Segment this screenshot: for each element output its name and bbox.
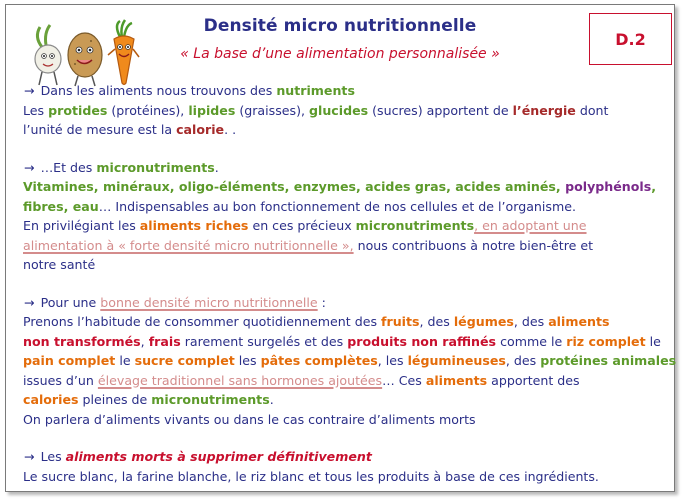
text: dont bbox=[575, 102, 609, 118]
text: On parlera d’aliments vivants ou dans le cas contraire d’aliments morts bbox=[23, 411, 476, 427]
highlight-red: calorie bbox=[176, 122, 225, 137]
highlight-green: protéines animales bbox=[540, 353, 677, 368]
highlight-orange: fruits bbox=[381, 314, 420, 329]
text: , bbox=[140, 333, 149, 349]
text: (graisses), bbox=[235, 102, 309, 118]
highlight-red: l’énergie bbox=[512, 102, 576, 118]
text: notre santé bbox=[23, 257, 96, 272]
text: …Et des bbox=[40, 159, 97, 175]
text: … Indispensables au bon fonctionnement de nos cellules et de l’organisme. bbox=[98, 198, 576, 214]
s2-line-3 bbox=[23, 197, 663, 217]
s3-line-3 bbox=[23, 332, 663, 352]
text: Le sucre blanc, la farine blanche, le riz blanc et tous les produits à base de ces ingrédients. bbox=[23, 468, 599, 484]
text: . bbox=[214, 159, 219, 175]
highlight-orange: pâtes complètes bbox=[260, 353, 378, 368]
text: . bbox=[269, 392, 274, 407]
highlight-green: protides bbox=[48, 102, 108, 118]
highlight-red-italic: aliments morts à supprimer définitivement bbox=[65, 449, 372, 464]
text: Prenons l’habitude de consommer quotidiennement des bbox=[23, 314, 382, 329]
s1-line-3 bbox=[23, 120, 663, 140]
text: Ces bbox=[394, 372, 426, 388]
s3-line-2 bbox=[23, 312, 663, 332]
s3-line-7 bbox=[23, 410, 663, 430]
arrow-icon: → bbox=[24, 449, 35, 464]
s4-line-1 bbox=[23, 447, 663, 467]
highlight-green: nutriments bbox=[276, 83, 355, 98]
s3-line-6 bbox=[23, 390, 663, 410]
highlight-green: fibres, eau bbox=[23, 198, 99, 214]
text: (sucres) apportent de bbox=[368, 102, 513, 118]
s4-line-2 bbox=[23, 467, 663, 487]
text: , des bbox=[513, 314, 549, 329]
s1-line-1 bbox=[23, 81, 663, 101]
text: en ces précieux bbox=[248, 218, 356, 233]
highlight-green: , bbox=[651, 179, 657, 194]
text: issues d’un bbox=[23, 372, 98, 388]
highlight-orange: légumes bbox=[453, 314, 514, 329]
text: (protéines), bbox=[107, 102, 189, 118]
text: comme le bbox=[496, 333, 567, 349]
highlight-green: lipides bbox=[188, 102, 236, 118]
s3-line-1 bbox=[23, 293, 663, 313]
s2-line-5 bbox=[23, 236, 663, 256]
s3-line-4 bbox=[23, 351, 677, 371]
highlight-orange: calories bbox=[23, 392, 79, 407]
highlight-orange: légumineuses bbox=[407, 353, 506, 368]
text: Les bbox=[40, 449, 66, 464]
text: , des bbox=[419, 314, 454, 329]
text: rarement surgelés et des bbox=[180, 333, 348, 349]
text: Pour une bbox=[40, 294, 101, 310]
text: : bbox=[317, 294, 326, 310]
page-subtitle: « La base d’une alimentation personnalisée » bbox=[180, 46, 500, 62]
s3-line-5 bbox=[23, 371, 663, 391]
text: , des bbox=[505, 353, 541, 368]
highlight-orange: sucre complet bbox=[134, 353, 235, 368]
highlight-orange: pain complet bbox=[23, 353, 116, 368]
text: Les bbox=[23, 102, 49, 118]
text: . . bbox=[224, 122, 237, 137]
underlined-phrase: élevage traditionnel sans hormones ajoutées bbox=[97, 372, 383, 388]
arrow-icon: → bbox=[24, 83, 35, 98]
underlined-phrase: bonne densité micro nutritionnelle bbox=[100, 294, 318, 310]
underlined-phrase: alimentation à « forte densité micro nutritionnelle », bbox=[23, 237, 354, 253]
text: le bbox=[645, 333, 661, 349]
highlight-orange: riz complet bbox=[566, 333, 646, 349]
text: … bbox=[382, 372, 395, 388]
s2-line-4 bbox=[23, 216, 663, 236]
text: les bbox=[234, 353, 261, 368]
document-body bbox=[23, 81, 677, 486]
highlight-green: glucides bbox=[309, 102, 369, 118]
text: nous contribuons à notre bien-être et bbox=[353, 237, 594, 253]
highlight-orange: aliments bbox=[425, 372, 488, 388]
underlined-phrase: , en adoptant une bbox=[474, 218, 587, 233]
highlight-green: micronutriments bbox=[355, 218, 475, 233]
page-title: Densité micro nutritionnelle bbox=[203, 16, 477, 36]
text: apportent des bbox=[487, 372, 580, 388]
highlight-purple: polyphénols bbox=[565, 179, 652, 194]
highlight-red: produits non raffinés bbox=[347, 333, 497, 349]
document-frame bbox=[5, 4, 675, 492]
s2-line-1 bbox=[23, 158, 663, 178]
text: le bbox=[115, 353, 135, 368]
section-badge: D.2 bbox=[589, 13, 672, 65]
highlight-green: micronutriments bbox=[96, 159, 215, 175]
text: pleines de bbox=[78, 392, 152, 407]
text: , les bbox=[377, 353, 408, 368]
highlight-red: frais bbox=[148, 333, 181, 349]
highlight-orange: aliments bbox=[548, 314, 610, 329]
text: l’unité de mesure est la bbox=[23, 122, 177, 137]
s1-line-2 bbox=[23, 101, 663, 121]
highlight-green: Vitamines, minéraux, oligo-éléments, enzymes, acides gras, acides aminés, bbox=[23, 179, 566, 194]
text: Dans les aliments nous trouvons des bbox=[40, 83, 277, 98]
s2-line-2 bbox=[23, 177, 663, 197]
arrow-icon: → bbox=[24, 159, 35, 175]
arrow-icon: → bbox=[24, 294, 35, 310]
highlight-red: non transformés bbox=[23, 333, 141, 349]
highlight-orange: aliments riches bbox=[139, 218, 249, 233]
s2-line-6 bbox=[23, 255, 663, 275]
text: En privilégiant les bbox=[23, 218, 140, 233]
highlight-green: micronutriments bbox=[151, 392, 270, 407]
